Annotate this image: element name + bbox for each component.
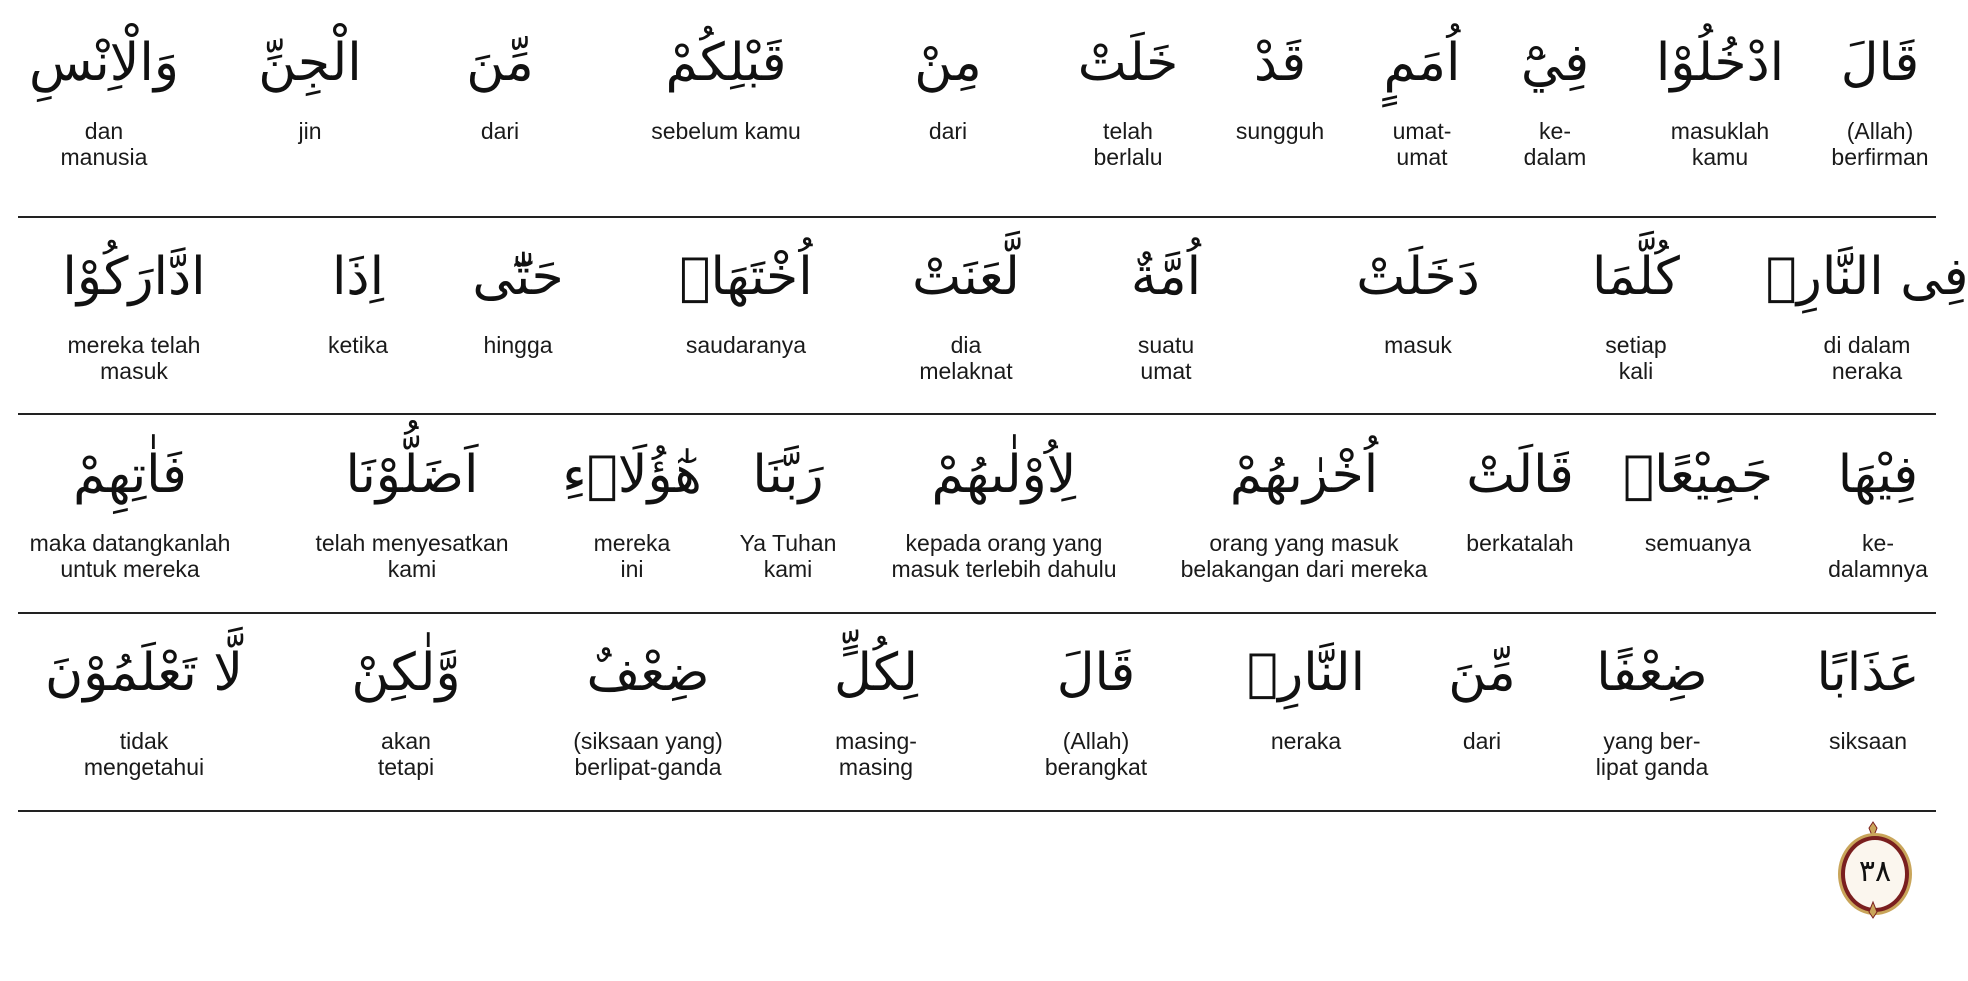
word-translation: jin (298, 118, 322, 144)
verse-row-1 (18, 8, 1936, 188)
word-cell (328, 222, 388, 358)
word-translation: sebelum kamu (651, 118, 801, 144)
arabic-word: اَضَلُّوْنَا (345, 445, 479, 505)
word-translation: orang yang masuk belakangan dari mereka (1180, 530, 1428, 582)
word-translation: mereka telah masuk (67, 332, 201, 384)
arabic-word: اُمَّةٌ (1130, 247, 1202, 307)
arabic-word: اُخْتَهَاۗ (679, 247, 813, 307)
arabic-word: جَمِيْعًاۙ (1622, 445, 1774, 505)
word-translation: masing- masing (835, 728, 917, 780)
word-cell (466, 8, 533, 144)
word-translation: ketika (327, 332, 389, 358)
word-cell (1623, 420, 1773, 556)
word-cell (562, 420, 702, 582)
word-cell (1521, 8, 1589, 170)
word-cell (573, 618, 723, 780)
ornament-bottom-icon (1863, 902, 1883, 918)
arabic-word: مِّنَ (466, 33, 534, 93)
word-cell (258, 8, 361, 144)
word-translation: akan tetapi (377, 728, 435, 780)
word-cell (1131, 222, 1201, 384)
arabic-word: خَلَتْ (1077, 33, 1179, 93)
word-cell (315, 420, 508, 582)
word-translation: hingga (483, 332, 553, 358)
word-cell (1448, 618, 1515, 754)
arabic-word: هٰٓؤُلَاۤءِ (562, 445, 702, 505)
word-cell (45, 618, 243, 780)
arabic-word: دَخَلَتْ (1356, 247, 1480, 307)
word-translation: (siksaan yang) berlipat-ganda (573, 728, 723, 780)
arabic-word: النَّارِۗ (1246, 643, 1366, 703)
arabic-word: قَالَ (1056, 643, 1136, 703)
word-cell (1045, 618, 1147, 780)
word-translation: dia melaknat (919, 332, 1013, 384)
word-cell (1656, 8, 1784, 170)
word-cell (30, 420, 231, 582)
arabic-word: ادَّارَكُوْا (62, 247, 206, 307)
arabic-word: قَالَ (1840, 33, 1920, 93)
word-translation: ke- dalam (1523, 118, 1587, 170)
word-cell (651, 8, 801, 144)
page-number: ٣٨ (1858, 854, 1892, 889)
arabic-word: ادْخُلُوْا (1655, 33, 1785, 93)
word-cell (1384, 8, 1461, 170)
word-translation: neraka (1270, 728, 1342, 754)
word-translation: dan manusia (60, 118, 148, 170)
word-cell (834, 618, 918, 780)
word-translation: telah berlalu (1093, 118, 1163, 170)
word-translation: kepada orang yang masuk terlebih dahulu (891, 530, 1117, 582)
row-divider (18, 810, 1936, 812)
word-translation: suatu umat (1137, 332, 1195, 384)
word-translation: setiap kali (1605, 332, 1667, 384)
verse-row-3 (18, 420, 1936, 600)
arabic-word: كُلَّمَا (1592, 247, 1680, 307)
word-cell (29, 8, 179, 170)
arabic-word: وَالْاِنْسِ (29, 33, 179, 93)
word-translation: mereka ini (593, 530, 671, 582)
arabic-word: فِيْهَا (1837, 445, 1919, 505)
arabic-word: فِى النَّارِۗ (1765, 247, 1968, 307)
arabic-word: مِنْ (914, 33, 982, 93)
word-translation: di dalam neraka (1823, 332, 1911, 384)
word-cell (1816, 618, 1919, 754)
arabic-word: لِاُوْلٰىهُمْ (931, 445, 1077, 505)
arabic-word: لَّا تَعْلَمُوْنَ (44, 643, 244, 703)
word-cell (1831, 8, 1928, 170)
page-number-badge (1837, 822, 1909, 918)
word-cell (1466, 420, 1574, 556)
arabic-word: ضِعْفٌ (586, 643, 710, 703)
word-cell (472, 222, 563, 358)
word-translation: yang ber- lipat ganda (1595, 728, 1709, 780)
arabic-word: الْجِنِّ (258, 33, 362, 93)
word-translation: sungguh (1235, 118, 1325, 144)
word-translation: telah menyesatkan kami (315, 530, 509, 582)
arabic-word: ضِعْفًا (1596, 643, 1708, 703)
word-translation: tidak mengetahui (83, 728, 205, 780)
word-translation: berkatalah (1466, 530, 1574, 556)
word-cell (740, 420, 837, 582)
word-cell (1247, 618, 1365, 754)
row-divider (18, 612, 1936, 614)
word-cell (1356, 222, 1480, 358)
word-cell (1236, 8, 1324, 144)
word-cell (914, 8, 981, 144)
arabic-word: قَالَتْ (1466, 445, 1574, 505)
arabic-word: حَتّٰٓى (472, 247, 564, 307)
word-translation: masuk (1384, 332, 1452, 358)
word-translation: dari (1462, 728, 1502, 754)
word-translation: semuanya (1644, 530, 1752, 556)
word-cell (1078, 8, 1178, 170)
word-translation: saudaranya (685, 332, 807, 358)
arabic-word: عَذَابًا (1816, 643, 1920, 703)
arabic-word: لِكُلٍّ (834, 643, 918, 703)
arabic-word: فِيْٓ (1520, 33, 1590, 93)
row-divider (18, 413, 1936, 415)
word-translation: masuklah kamu (1670, 118, 1770, 170)
verse-row-2 (18, 222, 1968, 402)
verse-row-4 (18, 618, 1936, 798)
arabic-word: رَبَّنَا (752, 445, 824, 505)
arabic-word: اُمَمٍ (1383, 33, 1461, 93)
row-divider (18, 216, 1936, 218)
word-cell (351, 618, 460, 780)
word-translation: (Allah) berangkat (1044, 728, 1148, 780)
word-translation: dari (480, 118, 520, 144)
arabic-word: فَاٰتِهِمْ (73, 445, 187, 505)
word-translation: umat- umat (1392, 118, 1452, 170)
word-cell (891, 420, 1116, 582)
arabic-word: لَّعَنَتْ (912, 247, 1020, 307)
arabic-word: اُخْرٰىهُمْ (1229, 445, 1379, 505)
arabic-word: قَدْ (1253, 33, 1307, 93)
word-translation: dari (928, 118, 968, 144)
word-translation: maka datangkanlah untuk mereka (29, 530, 231, 582)
word-cell (679, 222, 812, 358)
word-cell (1592, 222, 1680, 384)
word-cell (1828, 420, 1928, 582)
word-cell (1181, 420, 1428, 582)
word-cell (912, 222, 1020, 384)
arabic-word: وَّلٰكِنْ (351, 643, 461, 703)
word-translation: Ya Tuhan kami (739, 530, 837, 582)
word-cell (1766, 222, 1968, 384)
word-translation: ke- dalamnya (1828, 530, 1928, 582)
word-cell (1596, 618, 1709, 780)
word-translation: (Allah) berfirman (1831, 118, 1929, 170)
arabic-word: مِّنَ (1448, 643, 1516, 703)
word-translation: siksaan (1829, 728, 1907, 754)
word-cell (62, 222, 205, 384)
arabic-word: اِذَا (331, 247, 385, 307)
arabic-word: قَبْلِكُمْ (665, 33, 787, 93)
